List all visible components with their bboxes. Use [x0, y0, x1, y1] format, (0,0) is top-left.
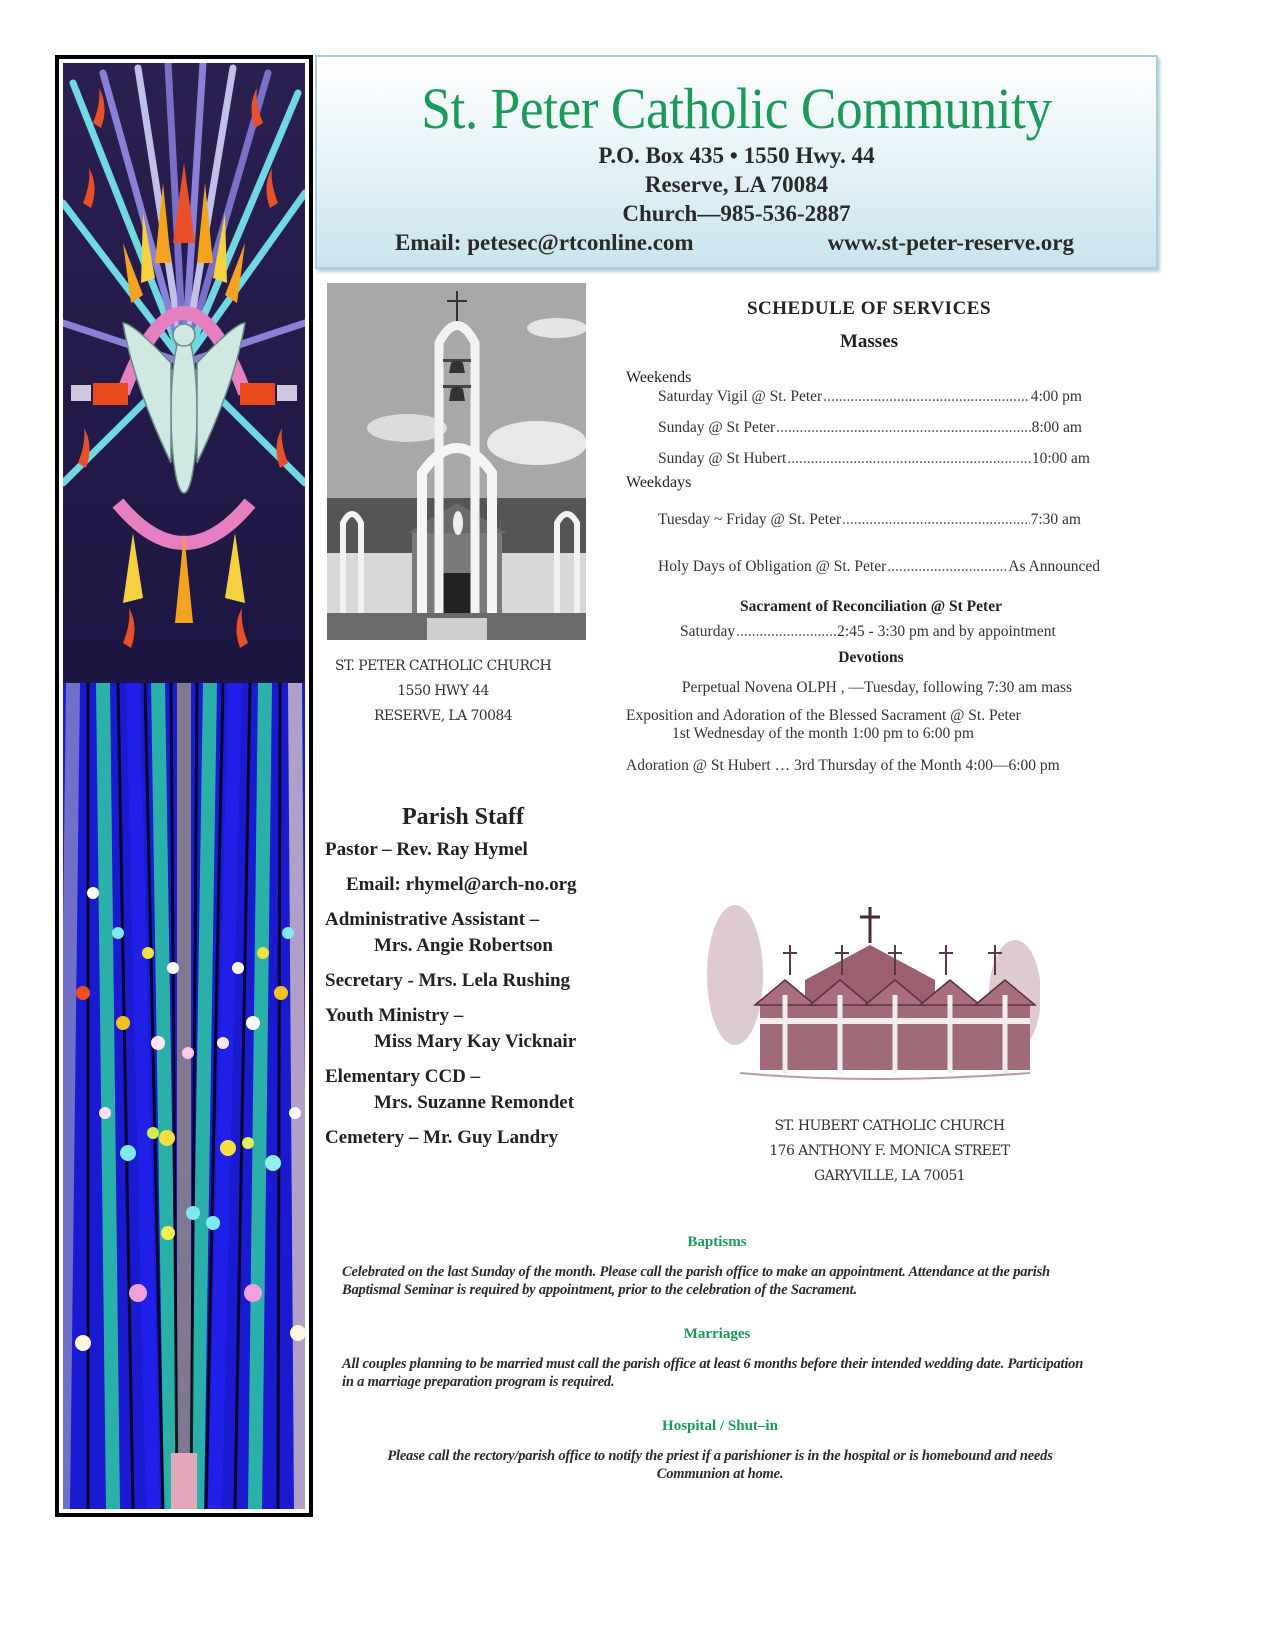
marriages-section	[342, 1326, 1092, 1391]
reconciliation-row: Saturday ..... 2:45 - 3:30 pm and by appointment	[680, 616, 1074, 647]
parish-title: St. Peter Catholic Community	[421, 76, 1052, 141]
church-sketch-icon	[700, 885, 1040, 1090]
masses-heading: Masses	[839, 331, 899, 352]
st-hubert-address	[757, 1114, 1022, 1189]
mass-row: Sunday @ St Hubert ..... 10:00 am	[658, 443, 1090, 474]
schedule-title: SCHEDULE OF SERVICES	[746, 298, 992, 319]
mass-row: Saturday Vigil @ St. Peter ..... 4:00 pm	[658, 381, 1082, 412]
hospital-text: Please call the rectory/parish office to notify the priest if a parishioner is in the hospital or is homebound and needs Communion at home.	[387, 1448, 1053, 1482]
devotion-novena: Perpetual Novena OLPH , —Tuesday, following 7:30 am mass	[681, 679, 1073, 696]
holy-days-row: Holy Days of Obligation @ St. Peter ..... As Announced	[658, 551, 1100, 582]
parish-staff-title: Parish Staff	[402, 804, 524, 830]
staff-youth-role: Youth Ministry –	[325, 1005, 464, 1026]
mailing-address: P.O. Box 435 • 1550 Hwy. 44	[598, 143, 875, 168]
parish-website[interactable]: www.st-peter-reserve.org	[827, 230, 1074, 255]
devotions-heading: Devotions	[838, 649, 904, 666]
staff-ccd-name: Mrs. Suzanne Remondet	[374, 1092, 575, 1113]
schedule-of-services	[626, 298, 1116, 775]
devotion-adoration-st-hubert: Adoration @ St Hubert … 3rd Thursday of the Month 4:00—6:00 pm	[626, 757, 1060, 774]
marriages-heading: Marriages	[683, 1326, 751, 1342]
hospital-heading: Hospital / Shut–in	[662, 1418, 778, 1434]
st-peter-church-photo	[327, 283, 586, 640]
stained-glass-border	[55, 55, 313, 1517]
baptisms-heading: Baptisms	[687, 1234, 747, 1250]
city-state-zip: Reserve, LA 70084	[644, 172, 829, 197]
staff-secretary: Secretary - Mrs. Lela Rushing	[325, 970, 571, 991]
pastor-email[interactable]: Email: rhymel@arch-no.org	[346, 874, 577, 895]
staff-cemetery: Cemetery – Mr. Guy Landry	[325, 1127, 559, 1148]
mass-row: Sunday @ St Peter ..... 8:00 am	[658, 412, 1082, 443]
church-city: RESERVE, LA 70084	[373, 708, 513, 724]
staff-admin-role: Administrative Assistant –	[325, 909, 540, 930]
hospital-section	[350, 1418, 1090, 1483]
parish-email[interactable]: Email: petesec@rtconline.com	[395, 230, 694, 255]
marriages-text: All couples planning to be married must call the parish office at least 6 months before their intended wedding date. Participation in a marriage preparation program is required.	[342, 1356, 1084, 1390]
st-hubert-church-sketch	[700, 885, 1040, 1090]
masthead	[315, 55, 1158, 269]
parish-staff	[325, 804, 615, 1160]
weekdays-label: Weekdays	[626, 474, 692, 491]
church-name: ST. HUBERT CATHOLIC CHURCH	[774, 1118, 1005, 1134]
church-street: 1550 HWY 44	[397, 683, 489, 699]
staff-pastor: Pastor – Rev. Ray Hymel	[325, 839, 528, 860]
baptisms-text: Celebrated on the last Sunday of the month. Please call the parish office to make an appointment. Attendance at the parish Baptismal Seminar is required by appointment, prior to the celebration of the Sacrament.	[342, 1264, 1050, 1298]
church-street: 176 ANTHONY F. MONICA STREET	[769, 1143, 1010, 1159]
devotion-exposition-time: 1st Wednesday of the month 1:00 pm to 6:00 pm	[672, 725, 974, 742]
mass-row: Tuesday ~ Friday @ St. Peter ..... 7:30 am	[658, 504, 1081, 535]
staff-admin-name: Mrs. Angie Robertson	[374, 935, 553, 956]
church-city: GARYVILLE, LA 70051	[814, 1168, 965, 1184]
baptisms-section	[342, 1234, 1092, 1299]
stained-glass-dove-icon	[63, 63, 305, 1509]
reconciliation-heading: Sacrament of Reconciliation @ St Peter	[740, 598, 1002, 615]
staff-ccd-role: Elementary CCD –	[325, 1066, 481, 1087]
stained-glass-image	[63, 63, 305, 1509]
staff-youth-name: Miss Mary Kay Vicknair	[374, 1031, 577, 1052]
church-name: ST. PETER CATHOLIC CHURCH	[334, 658, 552, 674]
st-peter-address	[327, 654, 559, 729]
devotion-exposition: Exposition and Adoration of the Blessed Sacrament @ St. Peter	[626, 707, 1021, 724]
church-phone: Church—985-536-2887	[622, 201, 851, 226]
weekends-label: Weekends	[626, 369, 692, 386]
church-building-icon	[327, 283, 586, 640]
